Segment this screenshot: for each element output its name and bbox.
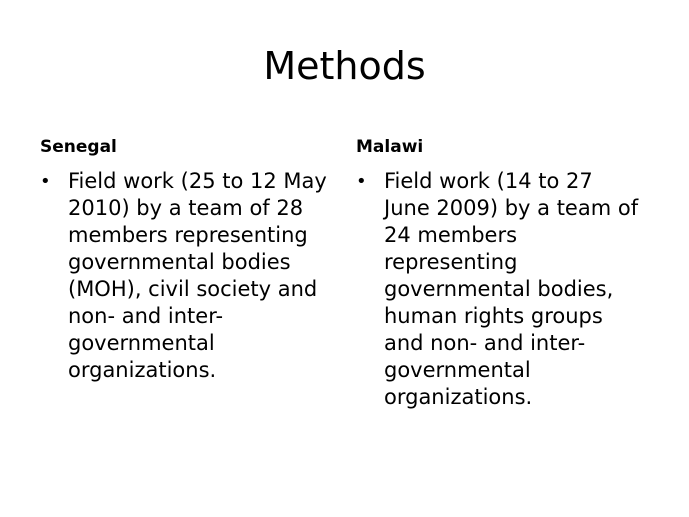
bullet-line: non- and inter- [68,304,224,328]
bullet-line: governmental bodies [68,250,291,274]
bullet-line: governmental [68,331,215,355]
bullet-line: organizations. [384,385,533,409]
column-senegal [40,134,340,384]
bullet-line: June 2009) by a team of [384,196,639,220]
bullet-icon: • [356,171,367,192]
column-heading-malawi: Malawi [356,137,424,157]
bullet-list-senegal [40,168,340,384]
bullet-line: governmental bodies, [384,277,614,301]
bullet-item-malawi [356,168,656,411]
bullet-line: 24 members [384,223,518,247]
bullet-line: human rights groups [384,304,603,328]
bullet-item-senegal [40,168,340,384]
bullet-line: members representing [68,223,308,247]
bullet-line: 2010) by a team of 28 [68,196,304,220]
bullet-line: representing [384,250,518,274]
column-malawi [356,134,656,411]
bullet-line: Field work (25 to 12 May [68,169,327,193]
bullet-line: organizations. [68,358,217,382]
bullet-line: Field work (14 to 27 [384,169,593,193]
bullet-list-malawi [356,168,656,411]
bullet-line: and non- and inter- [384,331,586,355]
bullet-line: governmental [384,358,531,382]
column-heading-senegal: Senegal [40,137,117,157]
bullet-line: (MOH), civil society and [68,277,318,301]
bullet-icon: • [40,171,51,192]
slide-title: Methods [263,44,426,88]
